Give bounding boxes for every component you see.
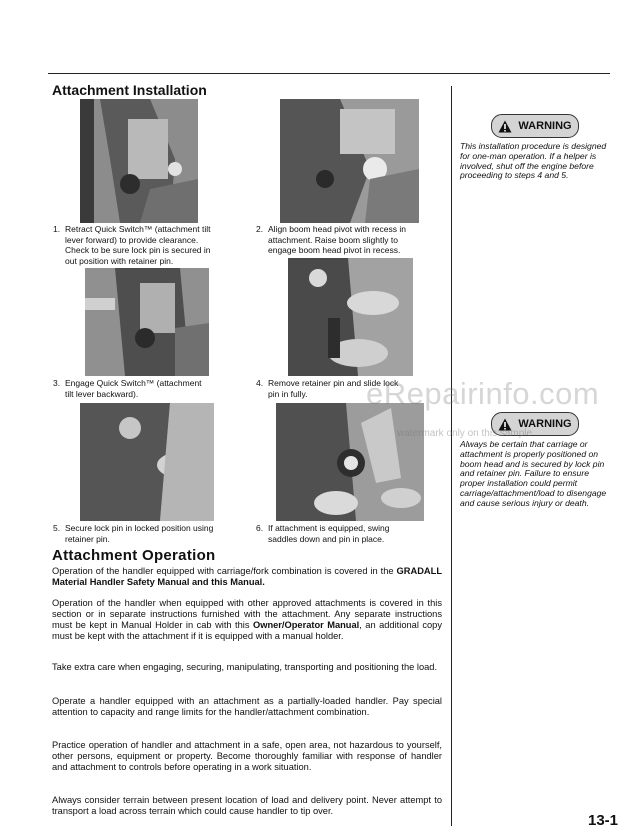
paragraph-1 [52,566,442,588]
paragraph-2 [52,598,442,642]
step-3-photo [85,268,209,376]
step-number: 2. [256,224,264,234]
step-number: 5. [53,523,61,533]
column-divider [451,86,452,826]
warning-icon [498,120,512,133]
step-number: 6. [256,523,264,533]
paragraph-3: Take extra care when engaging, securing, manipulating, transporting and positioning the load. [52,662,438,672]
step-text: Secure lock pin in locked position using retainer pin. [65,523,214,544]
step-text: Remove retainer pin and slide lock pin in fully. [268,378,399,399]
warning-label: WARNING [518,418,572,430]
paragraph-text: Operation of the handler equipped with carriage/fork combination is covered in the [52,566,397,576]
step-number: 4. [256,378,264,388]
step-text: Align boom head pivot with recess in attachment. Raise boom slightly to engage boom head pivot in recess. [268,224,406,255]
step-text: Retract Quick Switch™ (attachment tilt lever forward) to provide clearance. Check to be sure lock pin is secured in out position with retainer pin. [65,224,211,266]
paragraph-5: Practice operation of handler and attachment in a safe, open area, not hazardous to yourself, other persons, equipment or property. Become thoroughly familiar with response of handler and attachment to controls before operating in a work situation. [52,740,442,772]
operation-title: Attachment Operation [52,547,216,564]
warning-text: This installation procedure is designed for one-man operation. If a helper is involved, shut off the engine before proceeding to steps 4 and 5. [460,141,607,181]
section-title: Attachment Installation [52,82,207,98]
warning-badge [491,114,579,138]
watermark: eRepairinfo.com [366,376,600,411]
paragraph-4: Operate a handler equipped with an attachment as a partially-loaded handler. Pay special attention to capacity and range limits for the handler/attachment combination. [52,696,442,717]
paragraph-bold-text: Owner/Operator Manual [252,620,360,630]
step-4-photo [288,258,413,376]
warning-label: WARNING [518,120,572,132]
warning-text: Always be certain that carriage or attachment is properly positioned on boom head and is secured by lock pin and retainer pin. Failure to ensure proper installation could permit carriage/attachment/load to disengage and cause serious injury or death. [460,439,607,508]
paragraph-text: Operation of the handler when equipped with other approved attachments is covered in this section or in separate instructions furnished with the attachment. Any separate instructions must be kept in Manual Holder in cab with this [52,598,442,630]
step-text: Engage Quick Switch™ (attachment tilt lever backward). [65,378,202,399]
step-number: 3. [53,378,61,388]
top-rule [48,73,610,74]
page-number: 13-1 [588,812,619,829]
paragraph-bold-text: GRADALL Material Handler Safety Manual and this Manual. [52,566,442,587]
step-2-photo [280,99,419,223]
watermark-subtext: watermark only on this sample [397,428,533,439]
paragraph-text: , an additional copy must be kept with the attachment if it is equipped with a manual holder. [52,620,442,641]
step-5-photo [80,403,214,521]
step-text: If attachment is equipped, swing saddles down and pin in place. [268,523,390,544]
step-number: 1. [53,224,61,234]
step-1-photo [80,99,198,223]
paragraph-6: Always consider terrain between present location of load and delivery point. Never attempt to transport a load across terrain which could cause handler to tip over. [52,795,442,816]
step-6-photo [276,403,424,521]
